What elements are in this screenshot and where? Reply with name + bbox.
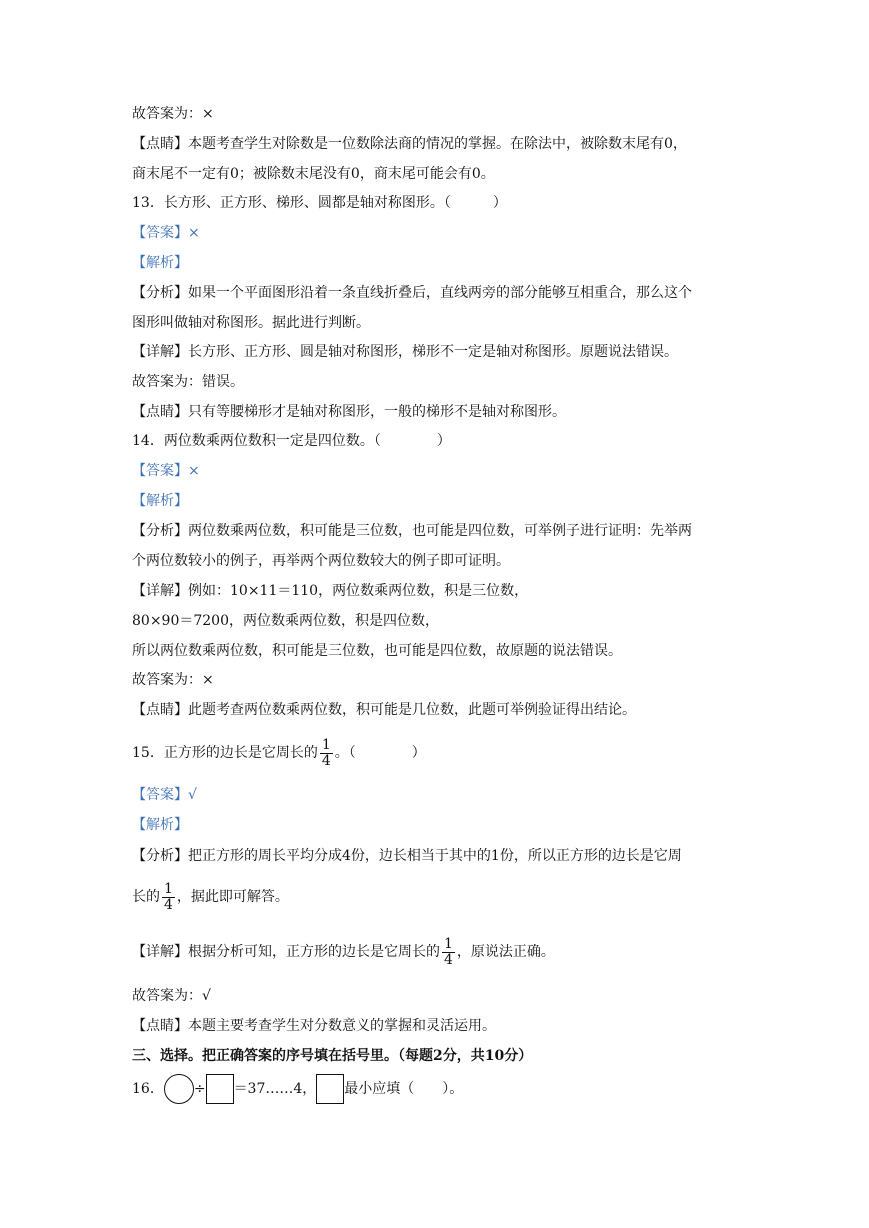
blank-box	[316, 1074, 344, 1104]
fraction	[442, 937, 455, 968]
detail-text: ，原说法正确。	[456, 944, 555, 960]
comment-line: 商末尾不一定有0；被除数末尾没有0，商末尾可能会有0。	[132, 166, 495, 182]
detail-line: 【详解】长方形、正方形、圆是轴对称图形，梯形不一定是轴对称图形。原题说法错误。	[132, 344, 678, 360]
analysis-line: 【分析】两位数乘两位数，积可能是三位数，也可能是四位数，可举例子进行证明：先举两	[132, 523, 692, 539]
fraction-denominator: 4	[321, 752, 331, 769]
comment-line: 【点睛】本题主要考查学生对分数意义的掌握和灵活运用。	[132, 1018, 496, 1034]
detail-line: 80×90＝7200，两位数乘两位数，积是四位数，	[132, 613, 439, 629]
fraction	[162, 882, 175, 913]
divide-sign: ÷	[193, 1081, 206, 1097]
answer-line: 故答案为：×	[132, 672, 214, 688]
analysis-line: 图形叫做轴对称图形。据此进行判断。	[132, 315, 370, 331]
analysis-label: 【解析】	[132, 817, 188, 833]
analysis-text: ，据此即可解答。	[176, 889, 289, 905]
comment-line: 【点睛】本题考查学生对除数是一位数除法商的情况的掌握。在除法中，被除数末尾有0，	[132, 136, 687, 152]
comment-line: 【点睛】此题考查两位数乘两位数，积可能是几位数，此题可举例验证得出结论。	[132, 702, 636, 718]
detail-line	[132, 935, 555, 969]
question-14: 14．两位数乘两位数积一定是四位数。（ ）	[132, 433, 451, 449]
analysis-label: 【解析】	[132, 493, 188, 509]
answer-line: 故答案为：×	[132, 106, 214, 122]
question-15	[132, 736, 426, 770]
blank-circle	[164, 1074, 194, 1104]
answer-label: 【答案】×	[132, 463, 200, 479]
fraction-numerator: 1	[164, 880, 173, 897]
analysis-line: 【分析】把正方形的周长平均分成4份，边长相当于其中的1份，所以正方形的边长是它周	[132, 848, 682, 864]
detail-line: 【详解】例如：10×11＝110，两位数乘两位数，积是三位数，	[132, 583, 529, 599]
fraction-numerator: 1	[444, 935, 453, 952]
analysis-line: 个两位数较小的例子，再举两个两位数较大的例子即可证明。	[132, 553, 510, 569]
question-text: 。（ ）	[334, 745, 426, 761]
fraction-denominator: 4	[164, 896, 173, 913]
detail-text: 【详解】根据分析可知，正方形的边长是它周长的	[132, 944, 440, 960]
answer-label: 【答案】√	[132, 787, 197, 803]
analysis-line	[132, 880, 289, 914]
section-heading: 三、选择。把正确答案的序号填在括号里。（每题2分，共10分）	[132, 1048, 533, 1064]
analysis-label: 【解析】	[132, 255, 188, 271]
question-text: ＝37……4，	[233, 1081, 317, 1097]
answer-line: 故答案为：错误。	[132, 374, 244, 390]
analysis-line: 【分析】如果一个平面图形沿着一条直线折叠后，直线两旁的部分能够互相重合，那么这个	[132, 285, 692, 301]
fraction-denominator: 4	[444, 951, 453, 968]
analysis-text: 长的	[132, 889, 160, 905]
question-13: 13．长方形、正方形、梯形、圆都是轴对称图形。（ ）	[132, 195, 507, 211]
blank-box	[206, 1074, 234, 1104]
answer-label: 【答案】×	[132, 225, 200, 241]
question-text: 最小应填（ ）。	[344, 1081, 464, 1097]
question-number: 16．	[132, 1081, 164, 1097]
question-16	[132, 1072, 463, 1106]
answer-line: 故答案为：√	[132, 988, 211, 1004]
fraction-numerator: 1	[321, 736, 331, 753]
comment-line: 【点睛】只有等腰梯形才是轴对称图形，一般的梯形不是轴对称图形。	[132, 404, 566, 420]
question-text: 15．正方形的边长是它周长的	[132, 745, 318, 761]
fraction	[320, 738, 333, 769]
detail-line: 所以两位数乘两位数，积可能是三位数，也可能是四位数，故原题的说法错误。	[132, 643, 622, 659]
